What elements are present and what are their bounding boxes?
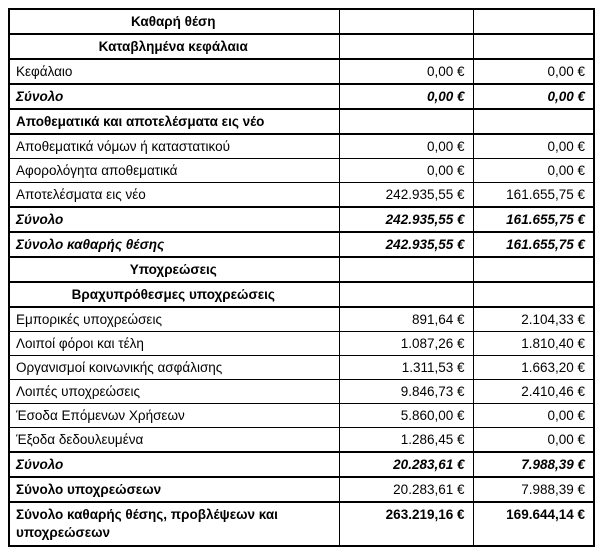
- row-label: Έξοδα δεδουλευμένα: [9, 428, 339, 453]
- row-label: Κεφάλαιο: [9, 59, 339, 84]
- row-value-column-1: 20.283,61 €: [339, 452, 473, 477]
- row-value-column-2: 0,00 €: [473, 404, 594, 428]
- row-value-column-2: 7.988,39 €: [473, 452, 594, 477]
- row-value-column-2: 169.644,14 €: [473, 502, 594, 546]
- row-label: Σύνολο: [9, 207, 339, 232]
- table-row: [9, 332, 594, 356]
- table-row: [9, 109, 594, 134]
- table-row: [9, 307, 594, 332]
- row-value-column-1: 0,00 €: [339, 84, 473, 109]
- row-value-column-1: 242.935,55 €: [339, 232, 473, 257]
- row-value-column-1: 9.846,73 €: [339, 380, 473, 404]
- row-value-column-2: 161.655,75 €: [473, 183, 594, 208]
- row-value-column-2: [473, 257, 594, 282]
- row-label: Υποχρεώσεις: [9, 257, 339, 282]
- row-value-column-1: [339, 34, 473, 59]
- row-value-column-1: 5.860,00 €: [339, 404, 473, 428]
- row-value-column-2: 0,00 €: [473, 59, 594, 84]
- row-value-column-2: 0,00 €: [473, 134, 594, 159]
- table-row: [9, 477, 594, 502]
- row-value-column-2: 0,00 €: [473, 84, 594, 109]
- row-value-column-2: 0,00 €: [473, 159, 594, 183]
- table-row: [9, 356, 594, 380]
- row-label: Σύνολο: [9, 84, 339, 109]
- row-value-column-2: 7.988,39 €: [473, 477, 594, 502]
- row-label: Οργανισμοί κοινωνικής ασφάλισης: [9, 356, 339, 380]
- row-value-column-1: 20.283,61 €: [339, 477, 473, 502]
- row-value-column-2: 0,00 €: [473, 428, 594, 453]
- row-label: Σύνολο καθαρής θέσης: [9, 232, 339, 257]
- row-value-column-1: 0,00 €: [339, 59, 473, 84]
- table-row: [9, 232, 594, 257]
- row-label: Καταβλημένα κεφάλαια: [9, 34, 339, 59]
- row-value-column-1: 242.935,55 €: [339, 183, 473, 208]
- row-value-column-2: [473, 282, 594, 307]
- row-value-column-1: 263.219,16 €: [339, 502, 473, 546]
- table-row: [9, 282, 594, 307]
- row-label: Λοιποί φόροι και τέλη: [9, 332, 339, 356]
- row-value-column-1: [339, 9, 473, 34]
- table-row: [9, 159, 594, 183]
- table-row: [9, 207, 594, 232]
- row-value-column-2: 2.104,33 €: [473, 307, 594, 332]
- row-value-column-2: 161.655,75 €: [473, 232, 594, 257]
- row-label: Σύνολο υποχρεώσεων: [9, 477, 339, 502]
- row-label: Καθαρή θέση: [9, 9, 339, 34]
- row-value-column-2: 161.655,75 €: [473, 207, 594, 232]
- row-value-column-1: 0,00 €: [339, 159, 473, 183]
- table-row: [9, 428, 594, 453]
- row-value-column-2: [473, 34, 594, 59]
- table-row: [9, 134, 594, 159]
- row-label: Λοιπές υποχρεώσεις: [9, 380, 339, 404]
- row-value-column-2: [473, 9, 594, 34]
- table-row: [9, 84, 594, 109]
- balance-sheet-body: [9, 9, 594, 546]
- row-label: Αποθεματικά νόμων ή καταστατικού: [9, 134, 339, 159]
- table-row: [9, 183, 594, 208]
- row-value-column-1: 1.311,53 €: [339, 356, 473, 380]
- row-value-column-1: 1.286,45 €: [339, 428, 473, 453]
- row-label: Σύνολο καθαρής θέσης, προβλέψεων και υποχρεώσεων: [9, 502, 339, 546]
- row-value-column-1: 0,00 €: [339, 134, 473, 159]
- row-label: Βραχυπρόθεσμες υποχρεώσεις: [9, 282, 339, 307]
- row-label: Αποτελέσματα εις νέο: [9, 183, 339, 208]
- row-value-column-1: [339, 282, 473, 307]
- row-value-column-1: 242.935,55 €: [339, 207, 473, 232]
- table-row: [9, 404, 594, 428]
- row-label: Αφορολόγητα αποθεματικά: [9, 159, 339, 183]
- row-label: Αποθεματικά και αποτελέσματα εις νέο: [9, 109, 339, 134]
- balance-sheet-table: [8, 8, 595, 547]
- table-row: [9, 380, 594, 404]
- table-row: [9, 59, 594, 84]
- table-row: [9, 257, 594, 282]
- row-label: Έσοδα Επόμενων Χρήσεων: [9, 404, 339, 428]
- row-value-column-2: 1.663,20 €: [473, 356, 594, 380]
- row-label: Εμπορικές υποχρεώσεις: [9, 307, 339, 332]
- row-value-column-1: 891,64 €: [339, 307, 473, 332]
- table-row: [9, 9, 594, 34]
- table-row: [9, 502, 594, 546]
- table-row: [9, 34, 594, 59]
- row-value-column-1: [339, 109, 473, 134]
- row-value-column-2: 1.810,40 €: [473, 332, 594, 356]
- row-value-column-2: [473, 109, 594, 134]
- row-value-column-1: 1.087,26 €: [339, 332, 473, 356]
- row-value-column-2: 2.410,46 €: [473, 380, 594, 404]
- row-value-column-1: [339, 257, 473, 282]
- row-label: Σύνολο: [9, 452, 339, 477]
- table-row: [9, 452, 594, 477]
